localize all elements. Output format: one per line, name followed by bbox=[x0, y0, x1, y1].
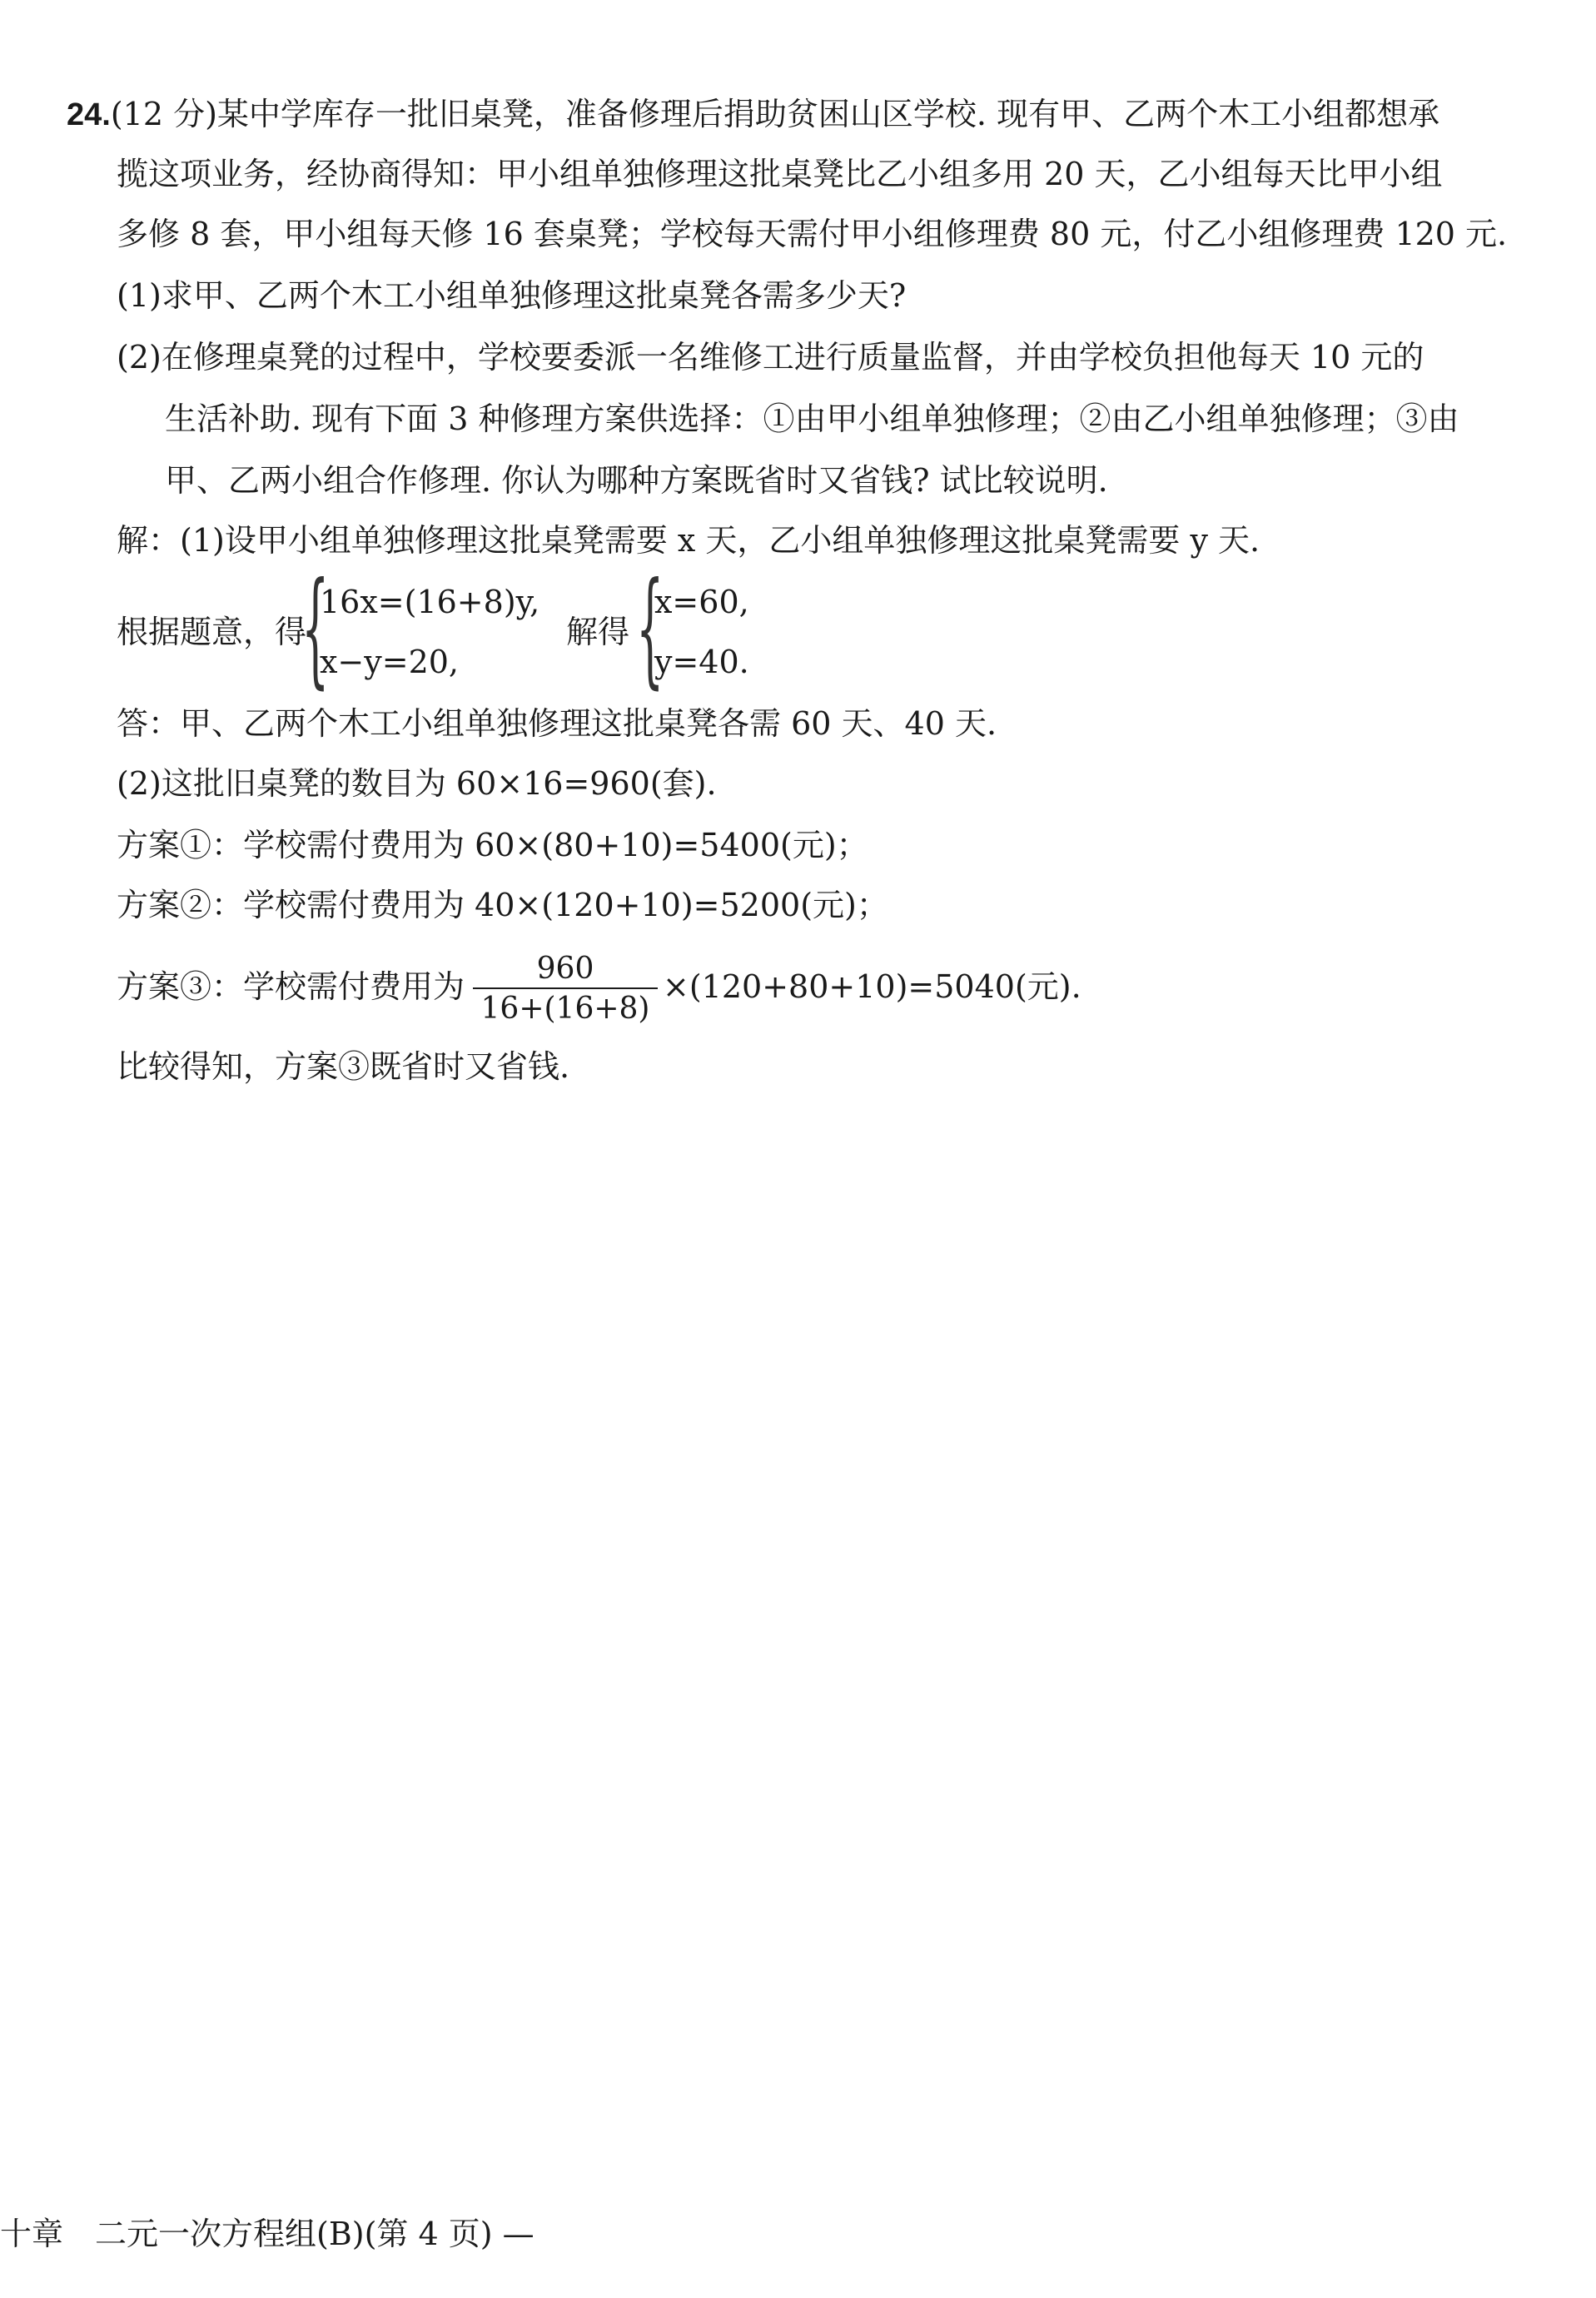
fraction-bar bbox=[473, 987, 658, 989]
solve-equation-1: x=60, bbox=[654, 584, 749, 620]
question-part-2-line-1: (2)在修理桌凳的过程中，学校要委派一名维修工进行质量监督，并由学校负担他每天 10 元的 bbox=[117, 339, 1424, 376]
part-2-intro: (2)这批旧桌凳的数目为 60×16=960(套). bbox=[117, 765, 717, 802]
question-text-1: (12 分)某中学库存一批旧桌凳，准备修理后捐助贫困山区学校. 现有甲、乙两个木工小组都想承 bbox=[110, 96, 1440, 132]
left-brace-solution: { bbox=[636, 556, 664, 701]
question-line-2: 揽这项业务，经协商得知：甲小组单独修理这批桌凳比乙小组多用 20 天，乙小组每天比甲小组 bbox=[117, 156, 1443, 192]
solve-prefix: 解得 bbox=[566, 614, 630, 650]
system-equation-1: 16x=(16+8)y, bbox=[320, 584, 540, 620]
solution-line-1: 解：(1)设甲小组单独修理这批桌凳需要 x 天，乙小组单独修理这批桌凳需要 y 天. bbox=[117, 522, 1260, 559]
question-number: 24. bbox=[67, 97, 111, 132]
solve-equation-2: y=40. bbox=[654, 644, 749, 680]
question-line-3: 多修 8 套，甲小组每天修 16 套桌凳；学校每天需付甲小组修理费 80 元，付乙小组修理费 120 元. bbox=[117, 216, 1508, 252]
left-brace-system: { bbox=[301, 556, 330, 701]
system-prefix: 根据题意，得 bbox=[117, 614, 307, 650]
page-footer: 十章 二元一次方程组(B)(第 4 页) — bbox=[0, 2216, 534, 2252]
answer-part-1: 答：甲、乙两个木工小组单独修理这批桌凳各需 60 天、40 天. bbox=[117, 705, 997, 742]
system-equation-2: x−y=20, bbox=[320, 644, 460, 680]
question-part-1: (1)求甲、乙两个木工小组单独修理这批桌凳各需多少天? bbox=[117, 277, 907, 314]
plan-3-numerator: 960 bbox=[536, 952, 594, 986]
question-part-2-line-3: 甲、乙两小组合作修理. 你认为哪种方案既省时又省钱? 试比较说明. bbox=[165, 462, 1108, 499]
plan-1: 方案①：学校需付费用为 60×(80+10)=5400(元)； bbox=[117, 827, 868, 863]
plan-2: 方案②：学校需付费用为 40×(120+10)=5200(元)； bbox=[117, 887, 888, 923]
question-part-2-line-2: 生活补助. 现有下面 3 种修理方案供选择：①由甲小组单独修理；②由乙小组单独修理；③由 bbox=[165, 400, 1459, 437]
plan-3-suffix: ×(120+80+10)=5040(元). bbox=[663, 968, 1081, 1005]
plan-3-prefix: 方案③：学校需付费用为 bbox=[117, 968, 465, 1005]
question-line-1 bbox=[67, 98, 1439, 131]
conclusion: 比较得知，方案③既省时又省钱. bbox=[117, 1048, 570, 1085]
plan-3-denominator: 16+(16+8) bbox=[480, 992, 650, 1026]
